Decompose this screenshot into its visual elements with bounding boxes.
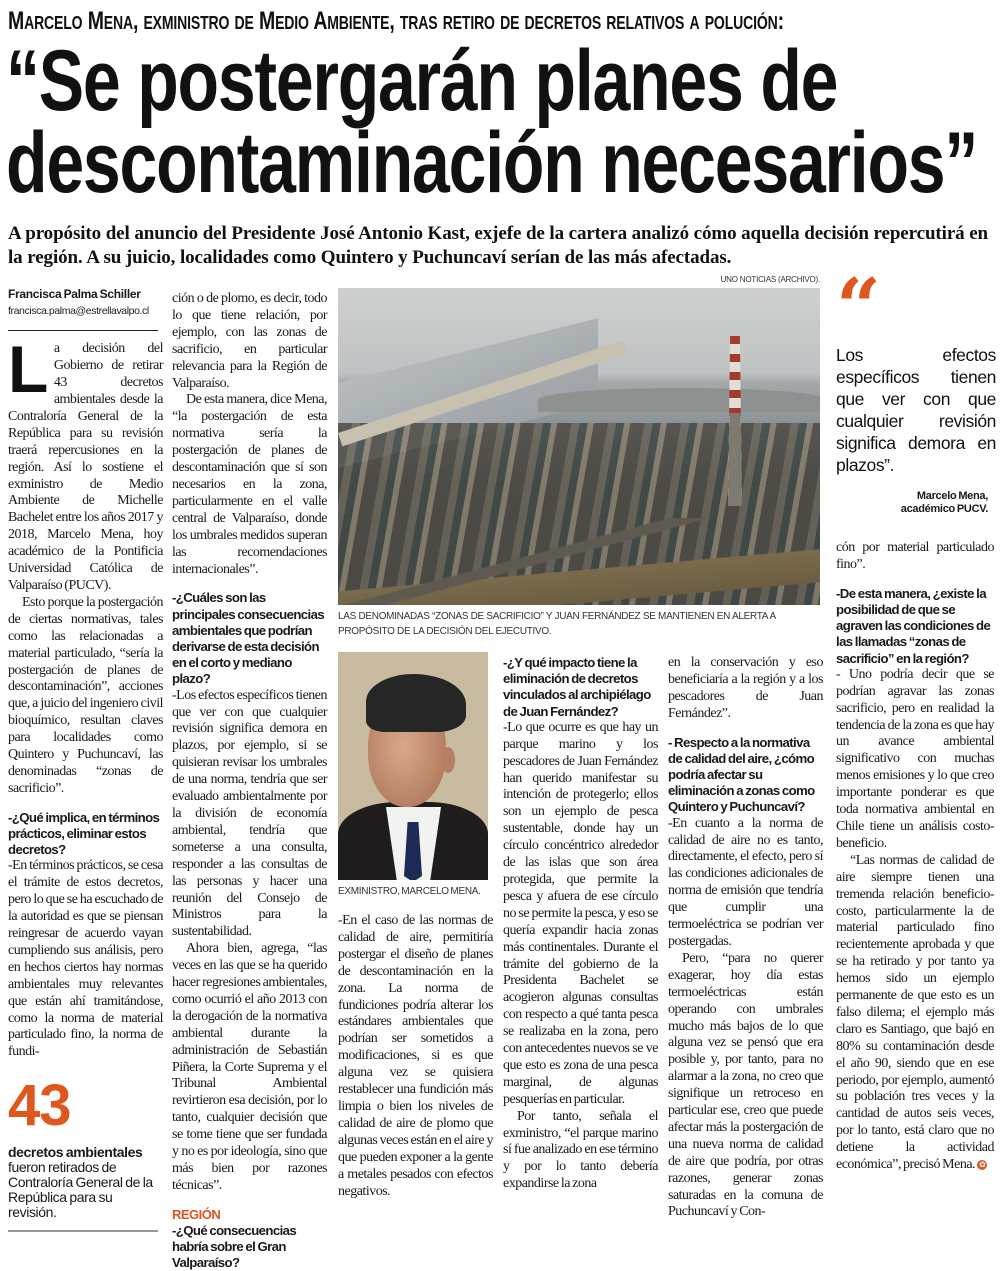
paragraph: De esta manera, dice Mena, “la postergación de esta normativa sería la postergación de planes de descontaminación que sí son necesarios en la zona, particularmente en el valle central de Valparaíso, donde los umbrales medidos superan las recomendaciones internacionales”. [172,392,327,577]
kicker: Marcelo Mena, exministro de Medio Ambiente, tras retiro de decretos relativos a polución: [8,7,784,35]
headline [6,33,978,211]
paragraph [836,853,994,1174]
paragraph: ción o de plomo, es decir, todo lo que tiene relación, por ejemplo, con las zonas de sacrificio, en particular relevancia para la Región de Valparaíso. [172,291,327,391]
factbox-bold: decretos ambientales [8,1144,143,1161]
paragraph: en la conservación y eso beneficiaría a la región y a los pescadores de Juan Fernández”. [668,655,823,721]
photo-roads [338,518,820,605]
column-5 [668,655,823,1221]
interview-answer: -En cuanto a la norma de calidad de aire no es tanto, directamente, el efecto, pero sí las condiciones adicionales de norma de emisión que tendría que cumplir una termoeléctrica se podrían ver postergadas. [668,815,823,949]
portrait-ear [441,747,455,773]
interview-answer: -En el caso de las normas de calidad de aire, permitiría postergar el diseño de planes de descontaminación en la zona. La norma de fundiciones podría alterar los estándares ambientales que podrían ser sometidos a modificaciones, si es que alguna vez se quisiera restablecer una fundición más limpia o bien los niveles de calidad de aire de plomo que algunas veces están en el aire y que pueden exponer a la gente a metales pesados con efectos negativos. [338,913,493,1199]
pull-quote-attribution [836,490,988,516]
drop-cap: L [8,332,48,407]
interview-question: -¿Qué consecuencias habría sobre el Gran Valparaíso? [172,1222,297,1271]
interview-question: -De esta manera, ¿existe la posibilidad de que se agraven las condiciones de las llamadas “zonas de sacrificio” en la región? [836,585,991,666]
interview-question: -¿Qué implica, en términos prácticos, eliminar estos decretos? [8,809,160,858]
column-4 [503,643,658,1193]
author-name: Francisca Palma Schiller [8,287,141,301]
column-1 [8,286,163,1232]
factbox-text [8,1145,163,1220]
paragraph: Esto porque la postergación de ciertas normativas, tales como las relacionadas a material particulado, “sería la postergación de planes de descontaminación”, acciones que, a juicio del ingeniero civil bioquímico, resultan claves para localidades como Quintero y Puchuncaví, las denominadas “zonas de sacrificio”. [8,594,163,796]
paragraph: Por tanto, señala el exministro, “el parque marino sí fue analizado en ese término y por lo tanto debería expandirse la zona [503,1108,658,1192]
byline [8,286,163,320]
lead-paragraph [8,332,163,595]
paragraph: cón por material particulado fino”. [836,540,994,572]
headline-line-1: “Se postergarán planes de [6,33,838,129]
author-email[interactable]: francisca.palma@estrellavalpo.cl [8,304,149,317]
interview-question: - Respecto a la normativa de calidad del aire, ¿cómo podría afectar su eliminación a zonas como Quintero y Puchuncaví? [668,734,815,815]
quote-mark-icon: “ [836,262,881,353]
aerial-photo-industrial-zone [338,288,820,605]
photo-hill [538,388,820,412]
byline-divider [8,330,158,332]
attribution-role: académico PUCV. [900,503,988,515]
paragraph: Ahora bien, agrega, “las veces en las que se ha querido hacer regresiones ambientales, como ocurrió el año 2013 con la derogación de la normativa ambiental durante la administración de Sebastián Piñera, la Corte Suprema y el Tribunal Ambiental revirtieron esa decisión, por lo tanto, cualquier decisión que se tome tiene que ser fundada y no es por ideología, sino que más bien por razones técnicas”. [172,941,327,1193]
interview-question: -¿Cuáles son las principales consecuencias ambientales que podrían derivarse de esta decisión en el corto y mediano plazo? [172,590,325,687]
lead-text: a decisión del Gobierno de retirar 43 decretos ambientales desde la Contraloría General de la República para su revisión traerá repercusiones en la región. Así lo sostiene el exministro de Medio Ambiente de Michelle Bachelet entre los años 2017 y 2018, Marcelo Mena, hoy académico de la Pontificia Universidad Católica de Valparaíso (PUCV). [8,341,163,593]
portrait-caption: EXMINISTRO, MARCELO MENA. [338,886,481,897]
column-6 [836,262,996,1174]
column-2 [172,291,327,1271]
photo-credit: UNO NOTICIAS (ARCHIVO). [720,275,820,284]
interview-answer: - Uno podría decir que se podrían agravar las zonas sacrificio, pero en realidad la tendencia de la zona es que hay un avance ambiental significativo con muchas menos emisiones y lo que creo importante ponderar es que toda normativa ambiental en Chile tiene un análisis costo-beneficio. [836,666,994,851]
pull-quote: Los efectos específicos tienen que ver con que cualquier revisión significa demora en plazos”. [836,345,996,475]
interview-answer: -Los efectos específicos tienen que ver con que cualquier revisión significa demora en plazos, por ejemplo, si se quisieran revisar los umbrales de una norma, tendría que ser evaluado ambientalmente por la división de economía ambiental, tendría que someterse a una consulta, responder a las consultas de las personas y hacer una reunión del Consejo de Ministros para la sustentabilidad. [172,687,327,940]
attribution-name: Marcelo Mena, [916,490,988,502]
deck: A propósito del anuncio del Presidente José Antonio Kast, exjefe de la cartera analizó cómo aquella decisión repercutirá en la región. A su juicio, localidades como Quintero y Puchuncaví serían de las más afectadas. [8,223,989,268]
interview-answer: -En términos prácticos, se cesa el trámite de estos decretos, pero lo que se ha escuchado de la autoridad es que se piensan reingresar de acuerdo vayan cumpliendo sus análisis, pero en hechos ciertos hay normas ambientales muy relevantes que están ahí tramitándose, como la norma de material particulado fino, la norma de fundi- [8,858,163,1060]
column-3 [338,652,493,1200]
factbox-number: 43 [8,1073,71,1139]
portrait-hair [366,674,466,732]
section-label: REGIÓN [172,1206,221,1222]
paragraph: Pero, “para no querer exagerar, hoy día estas termoeléctricas están operando con umbrales mucho más bajos de lo que alguna vez se pensó que era posible y, por tanto, para no alarmar a la zona, no creo que signifique un retroceso en particular ese, creo que puede afectar más la postergación de una nueva norma de calidad de aire que podría, por otras razones, generar zonas saturadas en la comuna de Puchuncaví y Con- [668,950,823,1220]
closing-text: “Las normas de calidad de aire siempre tienen una tremenda relación beneficio-costo, particularmente la de material particulado fino recientemente aprobada y que se ha retirado y por tanto ya hemos sido un ejemplo permanente de que esto es un falso dilema; el ejemplo más claro es Santiago, que bajó en 80% su contaminación desde el año 90, siendo que en ese periodo, por ejemplo, aumentó su población tres veces y la cantidad de autos seis veces, por lo tanto, está claro que no detiene la actividad económica”, precisó Mena. [836,852,994,1173]
factbox-body: fueron retirados de Contraloría General de la República para su revisión. [8,1159,153,1221]
portrait-photo [338,652,488,880]
interview-question: -¿Y qué impacto tiene la eliminación de decretos vinculados al archipiélago de Juan Fernández? [503,655,651,719]
photo-chimney-base [728,413,742,506]
end-mark-icon: ✿ [979,1159,986,1169]
interview-answer: -Lo que ocurre es que hay un parque marino y los pescadores de Juan Fernández han querido manifestar su intención de protegerlo; ellos son un ejemplo de pesca sustentable, donde hay un círculo concéntrico alrededor de las islas que son área protegida, que permite la pesca y afuera de ese círculo no se permite la pesca, y eso se quería expandir hacia zonas más continentales. Durante el trámite del gobierno de la Presidenta Bachelet se acogieron algunas consultas con respecto a qué tanta pesca se realizaba en la zona, pero con antecedentes nuevos se ve que esto es zona de una pesca marginal, de algunas pesquerías en particular. [503,719,658,1107]
factbox-divider [8,1230,158,1232]
photo-caption: LAS DENOMINADAS “ZONAS DE SACRIFICIO” Y JUAN FERNÁNDEZ SE MANTIENEN EN ALERTA A PROPÓSITO DE LA DECISIÓN DEL EJECUTIVO. [338,611,776,637]
headline-line-2: descontaminación necesarios” [6,115,978,211]
